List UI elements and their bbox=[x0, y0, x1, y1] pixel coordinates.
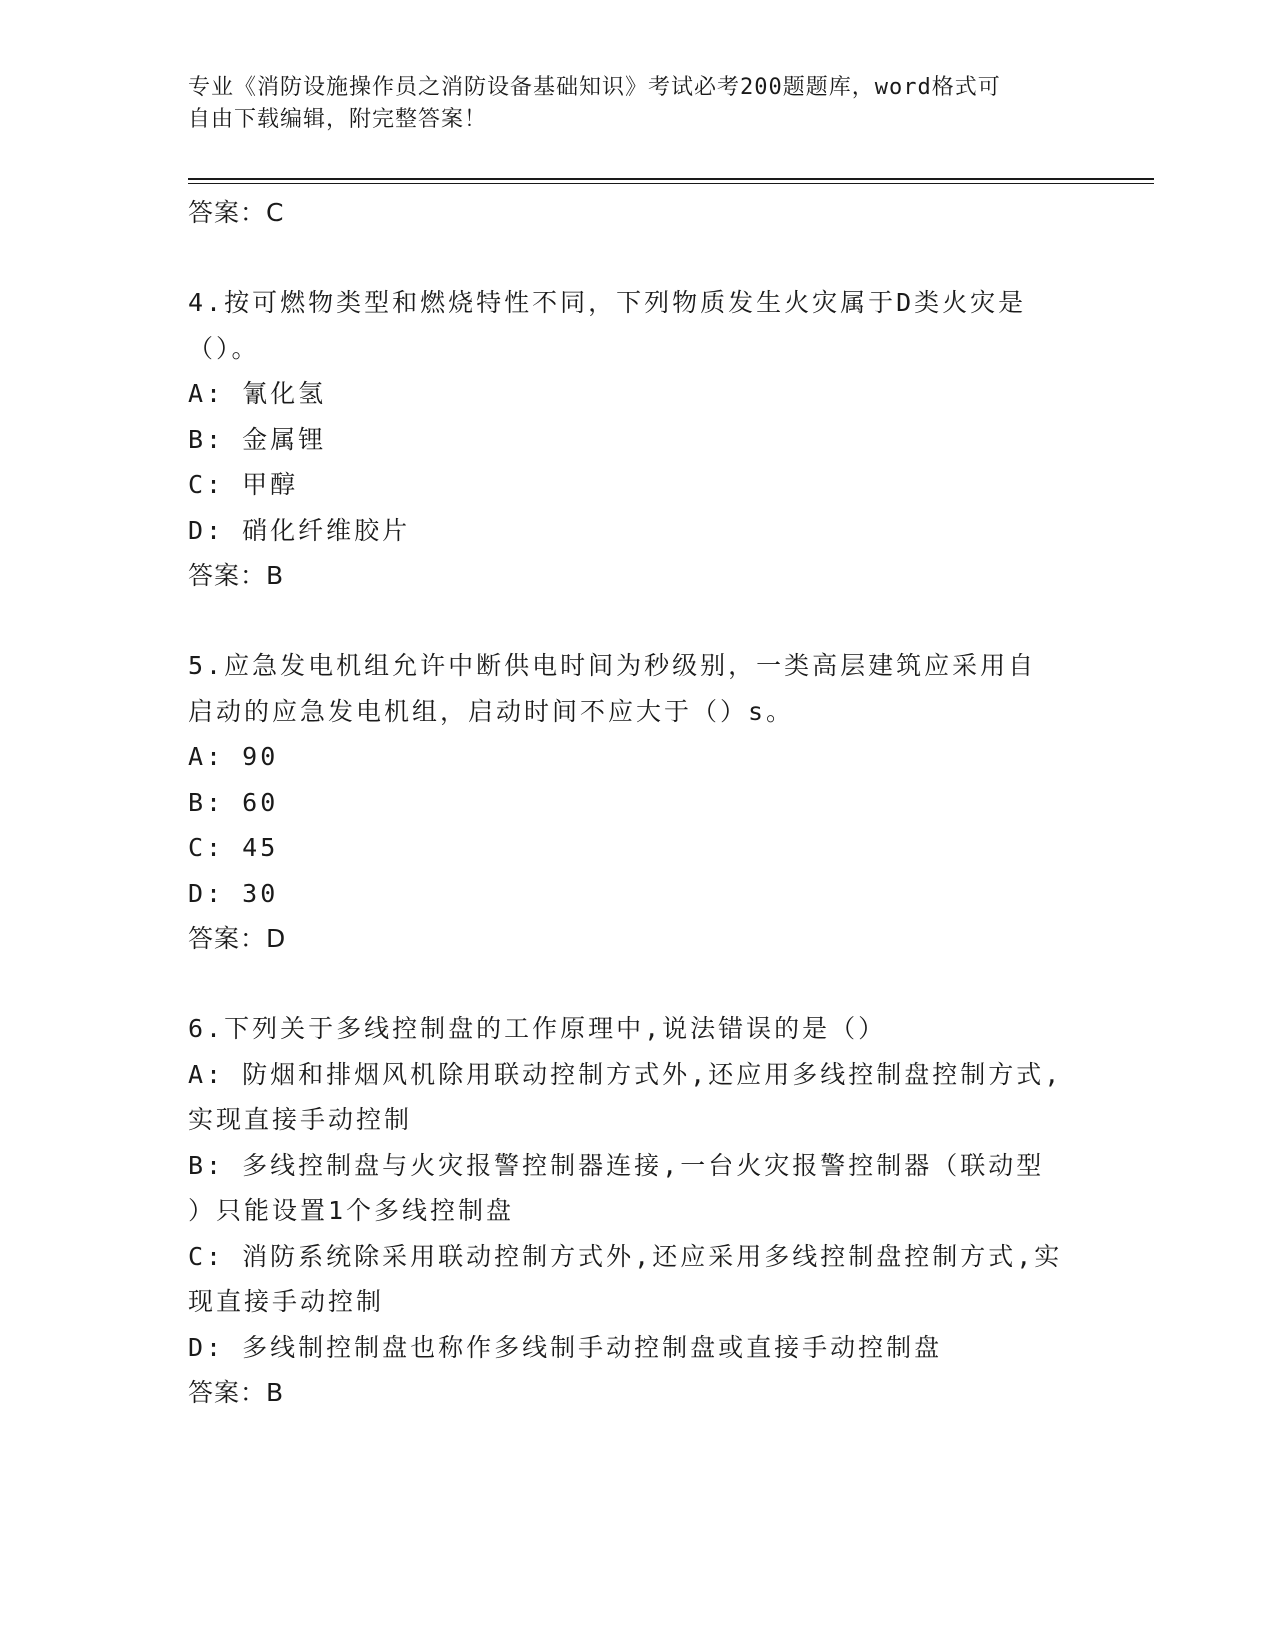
answer-line: 答案：B bbox=[188, 1378, 285, 1407]
question-text-line: 启动的应急发电机组，启动时间不应大于（）s。 bbox=[188, 696, 795, 726]
option-a: A: 90 bbox=[188, 742, 279, 771]
option-a-continued: 实现直接手动控制 bbox=[188, 1105, 413, 1134]
question-text-line: 4.按可燃物类型和燃烧特性不同，下列物质发生火灾属于D类火灾是 bbox=[188, 288, 1027, 317]
option-c: C: 45 bbox=[188, 833, 279, 862]
header-line-1: 专业《消防设施操作员之消防设备基础知识》考试必考200题题库，word格式可 bbox=[188, 75, 1001, 100]
document-header bbox=[188, 72, 1068, 136]
option-d: D: 30 bbox=[188, 878, 279, 908]
question-list bbox=[188, 190, 1088, 1415]
header-line-2: 自由下载编辑，附完整答案！ bbox=[188, 107, 488, 132]
option-c: C: 甲醇 bbox=[188, 470, 299, 499]
option-d: D: 多线制控制盘也称作多线制手动控制盘或直接手动控制盘 bbox=[188, 1332, 943, 1362]
answer-line: 答案：C bbox=[188, 198, 285, 227]
header-divider-thick bbox=[188, 178, 1154, 180]
question-5 bbox=[188, 643, 1088, 961]
question-6 bbox=[188, 1006, 1088, 1415]
option-d: D: 硝化纤维胶片 bbox=[188, 515, 411, 545]
answer-line: 答案：D bbox=[188, 924, 287, 953]
option-b: B: 多线控制盘与火灾报警控制器连接,一台火灾报警控制器（联动型 bbox=[188, 1150, 1045, 1180]
option-b: B: 60 bbox=[188, 787, 279, 817]
option-b: B: 金属锂 bbox=[188, 424, 327, 454]
option-a: A: 防烟和排烟风机除用联动控制方式外,还应用多线控制盘控制方式, bbox=[188, 1059, 1063, 1089]
option-c: C: 消防系统除采用联动控制方式外,还应采用多线控制盘控制方式,实 bbox=[188, 1241, 1063, 1271]
question-text-line: 6.下列关于多线控制盘的工作原理中,说法错误的是（） bbox=[188, 1014, 887, 1043]
question-4 bbox=[188, 280, 1088, 598]
answer-line: 答案：B bbox=[188, 561, 285, 590]
option-b-continued: ）只能设置1个多线控制盘 bbox=[188, 1196, 515, 1225]
header-divider-thin bbox=[188, 183, 1154, 184]
question-text-line: 5.应急发电机组允许中断供电时间为秒级别，一类高层建筑应采用自 bbox=[188, 651, 1037, 680]
question-text-line: （）。 bbox=[188, 333, 260, 363]
option-c-continued: 现直接手动控制 bbox=[188, 1287, 385, 1316]
option-a: A: 氰化氢 bbox=[188, 379, 327, 408]
